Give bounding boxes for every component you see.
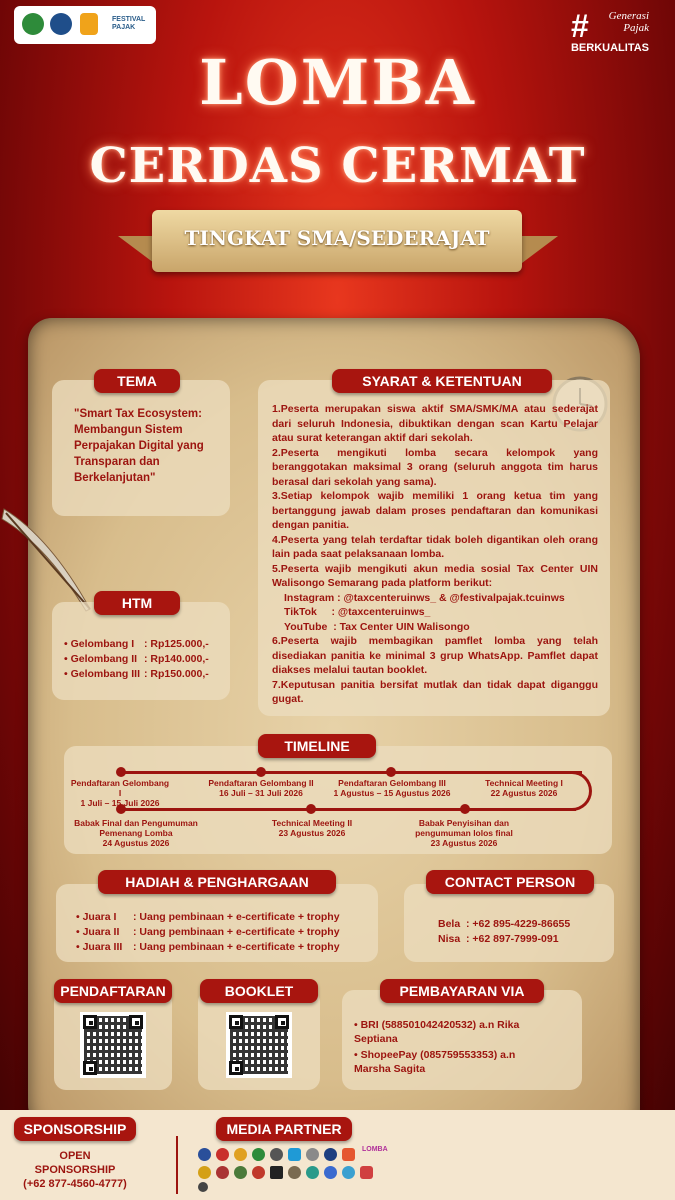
ribbon-tail-right: [518, 236, 558, 266]
partner-logo-icon: [324, 1166, 337, 1179]
syarat-list: [272, 402, 598, 707]
partner-logo-icon: [360, 1166, 373, 1179]
seal-logo-icon: [50, 13, 72, 35]
htm-item: • Gelombang III : Rp150.000,-: [64, 668, 209, 680]
media-partner-heading: MEDIA PARTNER: [216, 1117, 352, 1141]
pembayaran-item: • BRI (588501042420532) a.n Rika Septiana: [354, 1019, 520, 1045]
hadiah-item: • Juara I : Uang pembinaan + e-certificate + trophy: [76, 911, 340, 923]
htm-heading: HTM: [94, 591, 180, 615]
partner-logo-icon: [252, 1166, 265, 1179]
timeline-dot: [386, 767, 396, 777]
sponsorship-open: OPEN: [59, 1150, 91, 1162]
htm-item: • Gelombang I : Rp125.000,-: [64, 638, 209, 650]
syarat-item: 7.Keputusan panitia bersifat mutlak dan tidak dapat diganggu gugat.: [272, 678, 598, 705]
syarat-item: 3.Setiap kelompok wajib memiliki 1 orang ketua tim yang bertanggung jawab dalam proses pendaftaran dan komunikasi dengan panitia.: [272, 490, 598, 531]
hadiah-item: • Juara III : Uang pembinaan + e-certificate + trophy: [76, 941, 340, 953]
partner-logo-icon: [198, 1148, 211, 1161]
partner-logo-icon: [234, 1166, 247, 1179]
timeline-event: Pendaftaran Gelombang III 1 Agustus – 15 Agustus 2026: [333, 778, 451, 798]
partner-logo-icon: [288, 1166, 301, 1179]
timeline-dot: [306, 804, 316, 814]
partner-logo-icon: [306, 1166, 319, 1179]
hashtag-symbol: #: [570, 8, 589, 44]
syarat-item: 2.Peserta mengikuti lomba secara kelompok yang beranggotakan maksimal 3 orang (seluruh anggota tim harus berasal dari sekolah yang sama).: [272, 446, 598, 488]
hadiah-heading: HADIAH & PENGHARGAAN: [98, 870, 336, 894]
contact-item: Bela : +62 895-4229-86655: [438, 918, 571, 930]
lomba-partner-logo: LOMBA: [362, 1146, 388, 1153]
leaf-logo-icon: [22, 13, 44, 35]
timeline-event: Technical Meeting I 22 Agustus 2026: [485, 778, 563, 798]
contact-item: Nisa : +62 897-7999-091: [438, 933, 559, 945]
partner-logo-icon: [324, 1148, 337, 1161]
timeline-event: Technical Meeting II 23 Agustus 2026: [271, 818, 353, 838]
timeline-line-bottom: [118, 808, 576, 811]
title-line2: CERDAS CERMAT: [89, 138, 586, 194]
festival-pajak-text: FESTIVAL PAJAK: [112, 16, 146, 31]
timeline-line-top: [120, 771, 582, 774]
partner-logo-icon: [288, 1148, 301, 1161]
ribbon-text: TINGKAT SMA/SEDERAJAT: [184, 226, 490, 250]
sponsorship-line2: SPONSORSHIP: [34, 1164, 116, 1176]
partner-logo-icon: [306, 1148, 319, 1161]
syarat-item: 1.Peserta merupakan siswa aktif SMA/SMK/MA atau sederajat dari seluruh Indonesia, dibuktikan dengan scan Kartu Pelajar atau surat keterangan aktif dari sekolah.: [272, 403, 598, 444]
partner-logo-icon: [270, 1148, 283, 1161]
partner-logo-icon: [198, 1182, 208, 1192]
sponsor-logo-bar: [14, 6, 156, 44]
sponsorship-heading: SPONSORSHIP: [14, 1117, 136, 1141]
bottom-divider: [176, 1136, 178, 1194]
partner-logo-icon: [270, 1166, 283, 1179]
syarat-item: 5.Peserta wajib mengikuti akun media sosial Tax Center UIN Walisongo Semarang pada platform berikut:: [272, 562, 598, 589]
sponsorship-phone: (+62 877-4560-4777): [23, 1178, 127, 1190]
social-instagram: Instagram : @taxcenteruinws_ & @festivalpajak.tcuinws: [284, 591, 565, 604]
pendaftaran-qr-code[interactable]: [80, 1012, 146, 1078]
partner-logo-icon: [234, 1148, 247, 1161]
pendaftaran-heading: PENDAFTARAN: [54, 979, 172, 1003]
booklet-qr-code[interactable]: [226, 1012, 292, 1078]
timeline-heading: TIMELINE: [258, 734, 376, 758]
contact-heading: CONTACT PERSON: [426, 870, 594, 894]
timeline-event: Babak Penyisihan dan pengumuman lolos final 23 Agustus 2026: [415, 818, 513, 848]
syarat-item: 4.Peserta yang telah terdaftar tidak boleh digantikan oleh orang lain pada saat pelaksanaan lomba.: [272, 533, 598, 560]
pembayaran-list: [354, 1018, 544, 1076]
booklet-heading: BOOKLET: [200, 979, 318, 1003]
timeline-dot: [116, 767, 126, 777]
timeline-event: Babak Final dan Pengumuman Pemenang Lomba 24 Agustus 2026: [74, 818, 198, 848]
social-youtube: YouTube : Tax Center UIN Walisongo: [284, 620, 470, 633]
contact-list: [438, 914, 614, 944]
timeline-event: Pendaftaran Gelombang I 1 Juli – 15 Juli 2026: [70, 778, 170, 808]
tema-heading: TEMA: [94, 369, 180, 393]
timeline-event: Pendaftaran Gelombang II 16 Juli – 31 Juli 2026: [208, 778, 314, 798]
hashtag-line2: BERKUALITAS: [570, 42, 649, 54]
hadiah-item: • Juara II : Uang pembinaan + e-certificate + trophy: [76, 926, 340, 938]
title-line1: LOMBA: [199, 46, 476, 119]
htm-item: • Gelombang II : Rp140.000,-: [64, 653, 209, 665]
quill-icon: [0, 505, 96, 615]
festival-pajak-logo-icon: [80, 13, 98, 35]
tema-text: "Smart Tax Ecosystem: Membangun Sistem Perpajakan Digital yang Transparan dan Berkelanjutan": [74, 408, 204, 484]
media-partner-logos: [196, 1146, 396, 1194]
partner-logo-icon: [342, 1166, 355, 1179]
hashtag-line1: Generasi Pajak: [608, 10, 649, 34]
partner-logo-icon: [342, 1148, 355, 1161]
partner-logo-icon: [216, 1148, 229, 1161]
partner-logo-icon: [252, 1148, 265, 1161]
social-tiktok: TikTok : @taxcenteruinws_: [284, 606, 431, 618]
hadiah-list: [76, 907, 376, 952]
pembayaran-heading: PEMBAYARAN VIA: [380, 979, 544, 1003]
syarat-item: 6.Peserta wajib membagikan pamflet lomba yang telah disediakan panitia ke minimal 3 grup WhatsApp. Pamflet dapat diakses melalui tautan booklet.: [272, 635, 598, 676]
pembayaran-item: • ShopeePay (085759553353) a.n Marsha Sagita: [354, 1049, 516, 1075]
htm-list: [64, 634, 230, 679]
syarat-heading: SYARAT & KETENTUAN: [332, 369, 552, 393]
timeline-dot: [460, 804, 470, 814]
timeline-dot: [256, 767, 266, 777]
partner-logo-icon: [198, 1166, 211, 1179]
partner-logo-icon: [216, 1166, 229, 1179]
